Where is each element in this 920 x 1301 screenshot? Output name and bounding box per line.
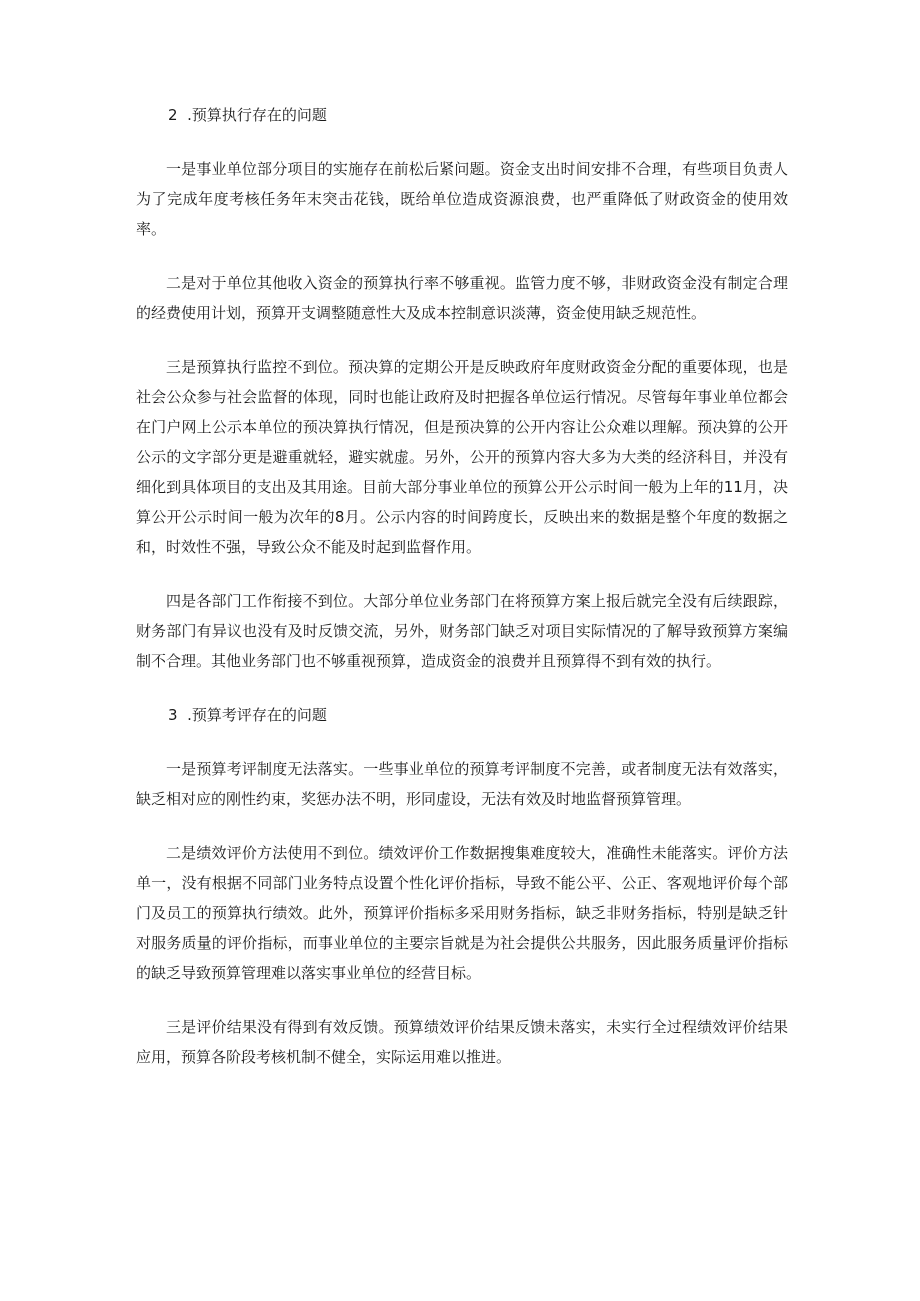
paragraph: 二是对于单位其他收入资金的预算执行率不够重视。监管力度不够，非财政资金没有制定合理的经费使用计划，预算开支调整随意性大及成本控制意识淡薄，资金使用缺乏规范性。 [136, 274, 788, 322]
paragraph: 三是评价结果没有得到有效反馈。预算绩效评价结果反馈未落实，未实行全过程绩效评价结果应用，预算各阶段考核机制不健全，实际运用难以推进。 [136, 1018, 788, 1066]
document-page [136, 100, 788, 1096]
paragraph: 二是绩效评价方法使用不到位。绩效评价工作数据搜集难度较大，准确性未能落实。评价方法单一，没有根据不同部门业务特点设置个性化评价指标，导致不能公平、公正、客观地评价每个部门及员工的预算执行绩效。此外，预算评价指标多采用财务指标，缺乏非财务指标，特别是缺乏针对服务质量的评价指标，而事业单位的主要宗旨就是为社会提供公共服务，因此服务质量评价指标的缺乏导致预算管理难以落实事业单位的经营目标。 [136, 844, 788, 982]
paragraph: 一是预算考评制度无法落实。一些事业单位的预算考评制度不完善，或者制度无法有效落实，缺乏相对应的刚性约束，奖惩办法不明，形同虚设，无法有效及时地监督预算管理。 [136, 760, 788, 808]
section-heading-budget-execution: 2 .预算执行存在的问题 [168, 106, 327, 124]
paragraph: 四是各部门工作衔接不到位。大部分单位业务部门在将预算方案上报后就完全没有后续跟踪，财务部门有异议也没有及时反馈交流，另外，财务部门缺乏对项目实际情况的了解导致预算方案编制不合理。其他业务部门也不够重视预算，造成资金的浪费并且预算得不到有效的执行。 [136, 592, 788, 670]
section-heading-budget-evaluation: 3 .预算考评存在的问题 [168, 706, 327, 724]
paragraph: 一是事业单位部分项目的实施存在前松后紧问题。资金支出时间安排不合理，有些项目负责人为了完成年度考核任务年末突击花钱，既给单位造成资源浪费，也严重降低了财政资金的使用效率。 [136, 160, 788, 238]
paragraph: 三是预算执行监控不到位。预决算的定期公开是反映政府年度财政资金分配的重要体现，也是社会公众参与社会监督的体现，同时也能让政府及时把握各单位运行情况。尽管每年事业单位都会在门户网上公示本单位的预决算执行情况，但是预决算的公开内容让公众难以理解。预决算的公开公示的文字部分更是避重就轻，避实就虚。另外，公开的预算内容大多为大类的经济科目，并没有细化到具体项目的支出及其用途。目前大部分事业单位的预算公开公示时间一般为上年的11月，决算公开公示时间一般为次年的8月。公示内容的时间跨度长，反映出来的数据是整个年度的数据之和，时效性不强，导致公众不能及时起到监督作用。 [136, 358, 788, 556]
